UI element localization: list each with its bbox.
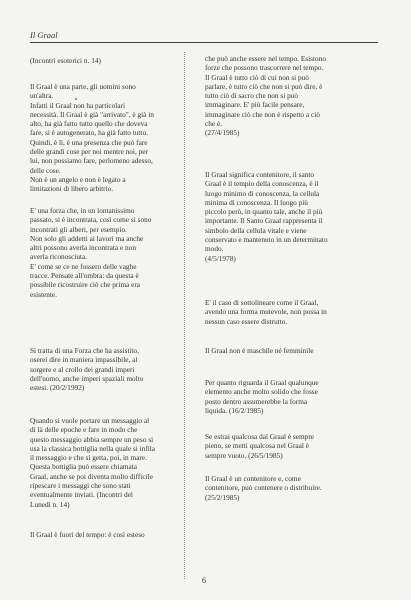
- text-line: forze che possono trascorrere nel tempo.: [205, 63, 324, 73]
- text-line: Se estrai qualcosa dal Graal è sempre: [205, 432, 315, 441]
- text-line: E' una forza che, in un lontanissimo: [30, 206, 135, 215]
- paragraph: [205, 432, 373, 460]
- text-line: passato, si è incontrata, così come si sono: [30, 215, 152, 225]
- text-line: di là delle epoche e fare in modo che: [30, 425, 138, 435]
- text-line: Il Graal è fuori del tempo: è così esteso: [30, 530, 145, 539]
- text-line: Non solo gli addetti ai lavori ma anche: [30, 233, 144, 243]
- text-line: il messaggio e che si getta, poi, in mare.: [30, 453, 147, 463]
- paragraph: [205, 54, 373, 138]
- text-line: Per quanto riguarda il Graal qualunque: [205, 378, 319, 387]
- text-line: conservato e mantenuto in un determinato: [205, 235, 328, 245]
- text-line: simbolo della cellula vitale e viene: [205, 225, 307, 235]
- text-line: (Incontri esoterici n. 14): [30, 56, 101, 65]
- text-line: Graal, anche se poi diventa molto difficile: [30, 471, 153, 481]
- text-line: Infatti il Graal non ha particolari: [30, 100, 126, 110]
- text-line: importante. Il Santo Graal rappresenta il: [205, 216, 323, 226]
- text-line: incontrati gli alberi, per esempio.: [30, 224, 127, 234]
- text-line: usa la classica bottiglia nella quale si infila: [30, 443, 156, 453]
- text-line: liquida. (16/2/1985): [205, 405, 264, 415]
- text-line: parlare, è tutto ciò che non si può dire, è: [205, 81, 323, 91]
- text-line: averla riconosciuta.: [30, 252, 88, 262]
- text-line: questo messaggio abbia sempre un peso si: [30, 434, 154, 444]
- text-line: Il Graal è un contenitore e, come: [205, 474, 301, 483]
- paragraph: [205, 378, 373, 415]
- text-line: E' come se ce ne fossero delle vaghe: [30, 261, 137, 271]
- text-line: piccolo però, in quanto tale, anche il più: [205, 207, 323, 217]
- text-line: dell'uomo, anche imperi spaziali molto: [30, 373, 144, 383]
- header-rule: [30, 42, 378, 43]
- text-line: modo.: [205, 244, 224, 254]
- text-line: Il Graal significa contenitore, il santo: [205, 170, 315, 179]
- text-line: un'altra.: [30, 91, 54, 101]
- text-line: delle grandi cose per noi mentre noi, per: [30, 147, 148, 157]
- text-line: fare, si è autogenerato, ha già fatto tutto.: [30, 128, 148, 138]
- paragraph: [205, 170, 373, 263]
- running-header-title: Il Graal: [30, 30, 58, 40]
- text-line: eventualmente inviati. (Incontri del: [30, 490, 133, 500]
- text-line: altri possono averla incontrata e non: [30, 243, 136, 253]
- date-line: (25/2/1985): [205, 492, 240, 502]
- text-line: limitazioni di libero arbitrio.: [30, 184, 114, 194]
- text-line: oserei dire in maniera impassibile, al: [30, 355, 138, 365]
- text-line: Si tratta di una Forza che ha assistito,: [30, 346, 140, 355]
- text-line: che è.: [205, 119, 223, 129]
- paragraph: [205, 474, 373, 502]
- text-line: Il Graal è tutto ciò di cui non si può: [205, 72, 309, 82]
- text-line: delle cose.: [30, 165, 61, 175]
- page-number: 6: [202, 576, 206, 585]
- date-line: (4/5/1978): [205, 253, 236, 263]
- paragraph: [30, 346, 183, 392]
- text-line: E' il caso di sottolineare come il Graal,: [205, 298, 319, 307]
- text-line: posto dentro assumerebbe la forma: [205, 396, 308, 406]
- text-line: pieno, se metti qualcosa nel Graal è: [205, 441, 309, 451]
- text-line: che può anche essere nel tempo. Esistono: [205, 54, 326, 63]
- scan-speck: [75, 98, 77, 100]
- text-line: Quindi, è lì, è una presenza che può fare: [30, 137, 148, 147]
- paragraph: [30, 206, 183, 299]
- text-line: Lunedì n. 14): [30, 499, 70, 509]
- paragraph: [30, 82, 183, 194]
- paragraph: [30, 530, 183, 539]
- text-line: alto, ha già fatto tutto quello che doveva: [30, 119, 148, 129]
- text-line: Il Graal è una parte, gli uomini sono: [30, 82, 136, 91]
- text-line: immaginare. E' più facile pensare,: [205, 100, 305, 110]
- text-line: estesi. (20/2/1992): [30, 383, 85, 393]
- text-line: elemento anche molto solido che fosse: [205, 387, 318, 397]
- column-divider: [184, 52, 185, 579]
- text-line: luogo minimo di conoscenza, la cellula: [205, 188, 320, 198]
- paragraph: [205, 346, 373, 355]
- text-line: Quando si vuole portare un messaggio al: [30, 416, 150, 425]
- text-line: avendo una forma mutevole, non possa in: [205, 307, 327, 317]
- text-line: possibile ricostruire ciò che prima era: [30, 280, 141, 290]
- text-line: sorgere e al crollo dei grandi imperi: [30, 364, 135, 374]
- text-line: Graal è il tempio della conoscenza, è il: [205, 179, 319, 189]
- text-line: contenitore, può contenere o distribuire.: [205, 483, 322, 493]
- date-line: (27/4/1985): [205, 128, 240, 138]
- text-line: sempre vuoto. (26/5/1985): [205, 450, 283, 460]
- paragraph: [30, 416, 183, 509]
- text-line: tracce. Pensate all'ombra: da questa è: [30, 271, 139, 281]
- text-line: tutto ciò di sacro che non si può: [205, 91, 299, 101]
- text-line: nessun caso essere distrutto.: [205, 316, 288, 326]
- text-line: ripescare i messaggi che sono stati: [30, 481, 131, 491]
- text-line: immaginare ciò che non è rispetto a ciò: [205, 109, 320, 119]
- text-line: minima di conoscenza. Il luogo più: [205, 197, 308, 207]
- text-line: Non è un angelo e non è legato a: [30, 174, 126, 184]
- text-line: Il Graal non è maschile né femminile: [205, 346, 314, 355]
- paragraph: [30, 56, 183, 65]
- text-line: Questa bottiglia può essere chiamata: [30, 462, 137, 472]
- text-line: necessità. Il Graal è già "arrivato", è già in: [30, 109, 154, 119]
- paragraph: [205, 298, 373, 326]
- text-line: esistente.: [30, 289, 57, 299]
- text-line: lui, non possiamo fare, perlomeno adesso,: [30, 156, 153, 166]
